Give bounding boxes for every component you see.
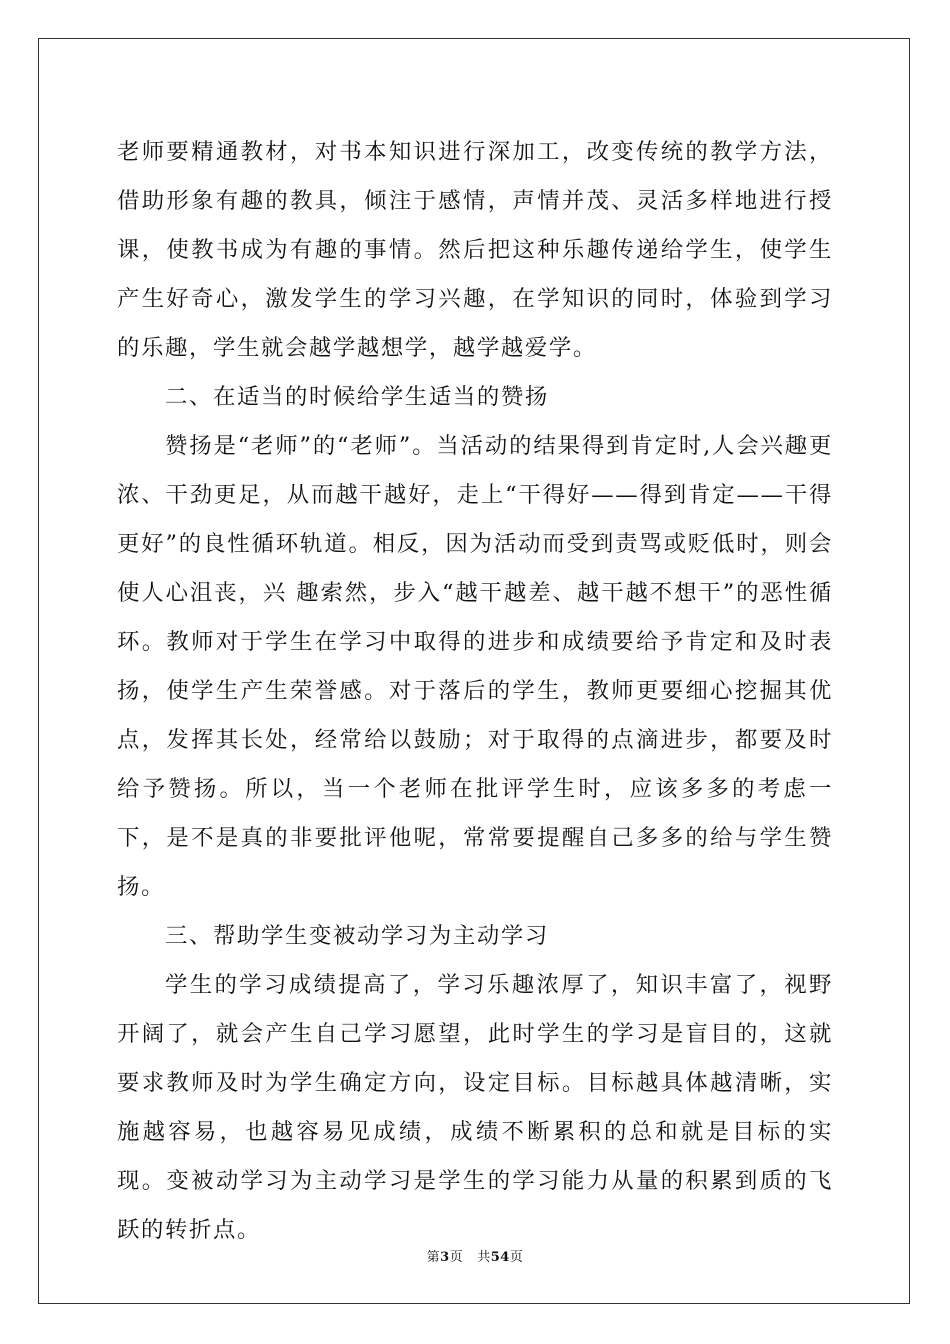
total-pages: 54 xyxy=(490,1250,510,1265)
paragraph-praise: 赞扬是“老师”的“老师”。当活动的结果得到肯定时,人会兴趣更浓、干劲更足，从而越干越好，走上“干得好——得到肯定——干得更好”的良性循环轨道。相反，因为活动而受到责骂或贬低时，则会使人心沮丧，兴 趣索然，步入“越干越差、越干越不想干”的恶性循环。教师对于学生在学习中取得的进步和成绩要给予肯定和及时表扬，使学生产生荣誉感。对于落后的学生，教师更要细心挖掘其优点，发挥其长处，经常给以鼓励；对于取得的点滴进步，都要及时给予赞扬。所以，当一个老师在批评学生时，应该多多的考虑一下，是不是真的非要批评他呢，常常要提醒自己多多的给与学生赞扬。 xyxy=(117,433,833,900)
total-suffix: 页 xyxy=(509,1250,524,1265)
page-suffix: 页 xyxy=(449,1250,464,1265)
page-footer xyxy=(0,1246,950,1265)
paragraph-active-learning: 学生的学习成绩提高了，学习乐趣浓厚了，知识丰富了，视野开阔了，就会产生自己学习愿望，此时学生的学习是盲目的，这就要求教师及时为学生确定方向，设定目标。目标越具体越清晰，实施越容易，也越容易见成绩，成绩不断累积的总和就是目标的实现。变被动学习为主动学习是学生的学习能力从量的积累到质的飞跃的转折点。 xyxy=(117,972,833,1243)
page-number: 3 xyxy=(440,1250,450,1265)
paragraph-continuation: 老师要精通教材，对书本知识进行深加工，改变传统的教学方法，借助形象有趣的教具，倾注于感情，声情并茂、灵活多样地进行授课，使教书成为有趣的事情。然后把这种乐趣传递给学生，使学生产生好奇心，激发学生的学习兴趣，在学知识的同时，体验到学习的乐趣，学生就会越学越想学，越学越爱学。 xyxy=(117,139,833,361)
document-body xyxy=(117,128,833,1255)
section-heading-2: 二、在适当的时候给学生适当的赞扬 xyxy=(165,384,549,410)
page-prefix: 第 xyxy=(426,1250,441,1265)
section-heading-3: 三、帮助学生变被动学习为主动学习 xyxy=(165,923,549,949)
total-prefix: 共 xyxy=(477,1250,491,1265)
